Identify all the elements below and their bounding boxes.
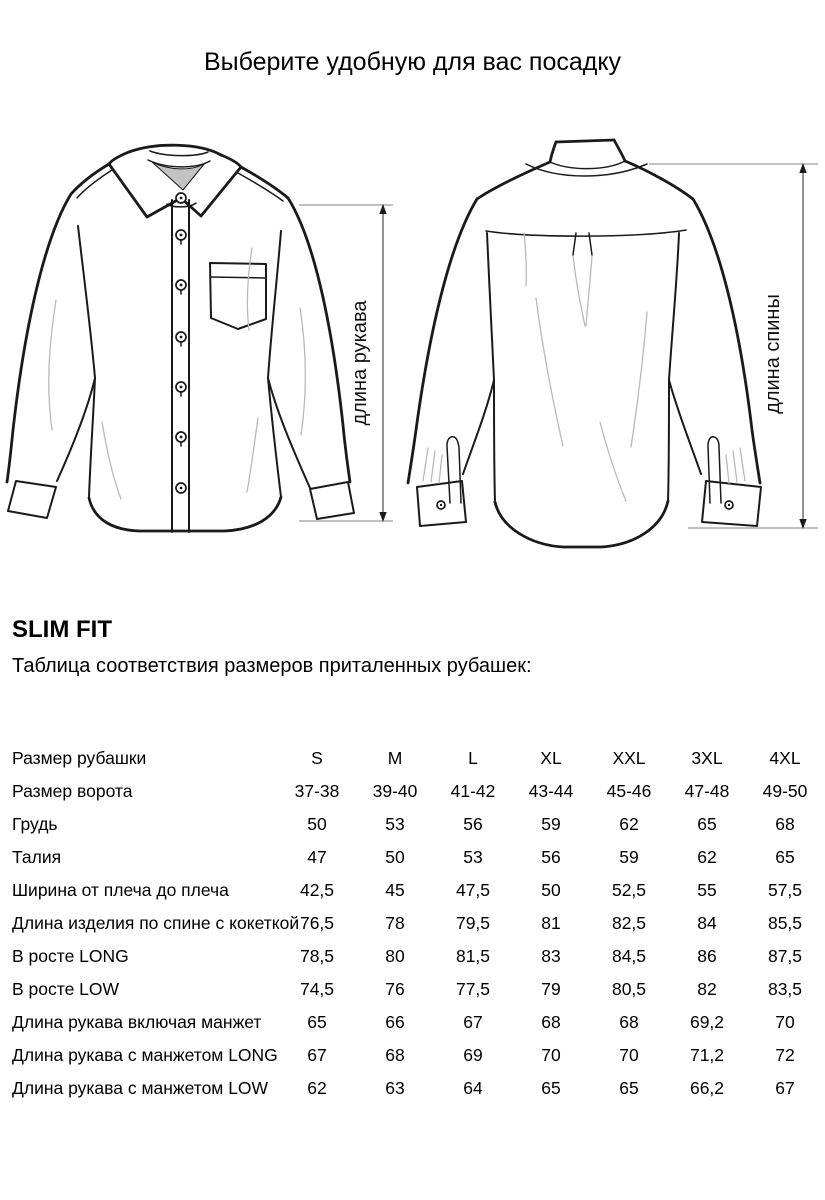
back-length-label: длина спины <box>762 294 784 414</box>
size-cell: 69 <box>463 1045 483 1065</box>
row-label: Грудь <box>12 814 58 834</box>
size-cell: 52,5 <box>611 880 647 900</box>
size-cell: 77,5 <box>455 979 491 999</box>
size-cell: L <box>468 748 478 768</box>
size-cell: 65 <box>775 847 795 867</box>
placket-buttons <box>176 193 186 493</box>
size-cell: 39-40 <box>372 781 418 801</box>
section-heading: SLIM FIT <box>12 616 112 643</box>
row-label: Размер ворота <box>12 781 133 801</box>
size-cell: 50 <box>541 880 561 900</box>
size-cell: 67 <box>307 1045 327 1065</box>
size-cell: 82 <box>697 979 717 999</box>
back-pleat <box>573 233 592 326</box>
table-row <box>12 742 824 775</box>
size-cell: 72 <box>775 1045 795 1065</box>
sleeve-right-front <box>268 198 354 519</box>
size-cell: 49-50 <box>762 781 808 801</box>
table-row <box>12 973 824 1006</box>
sleeve-left-back <box>408 199 494 526</box>
page-title: Выберите удобную для вас посадку <box>203 48 622 76</box>
size-cell: 62 <box>619 814 639 834</box>
size-cell: 47-48 <box>684 781 730 801</box>
size-cell: M <box>387 748 403 768</box>
shirt-front-diagram <box>7 145 354 532</box>
size-cell: 53 <box>385 814 405 834</box>
size-cell: 76,5 <box>299 913 335 933</box>
size-cell: 65 <box>619 1078 639 1098</box>
table-row <box>12 1039 824 1072</box>
table-row <box>12 841 824 874</box>
size-cell: 55 <box>697 880 717 900</box>
size-cell: 50 <box>385 847 405 867</box>
size-cell: 47 <box>307 847 327 867</box>
size-cell: 84,5 <box>611 946 647 966</box>
size-cell: 67 <box>775 1078 795 1098</box>
size-cell: 81 <box>541 913 561 933</box>
size-cell: 82,5 <box>611 913 647 933</box>
size-cell: 84 <box>697 913 717 933</box>
size-cell: 69,2 <box>689 1012 725 1032</box>
row-label: Размер рубашки <box>12 748 147 768</box>
size-cell: 42,5 <box>299 880 335 900</box>
size-cell: 74,5 <box>299 979 335 999</box>
size-cell: 70 <box>775 1012 795 1032</box>
size-cell: 3XL <box>691 748 723 768</box>
sleeve-placket-right <box>708 437 721 503</box>
size-cell: 70 <box>619 1045 639 1065</box>
size-cell: 59 <box>619 847 639 867</box>
size-cell: S <box>311 748 323 768</box>
size-cell: 80 <box>385 946 405 966</box>
size-cell: 53 <box>463 847 483 867</box>
collar-front <box>109 145 241 217</box>
size-cell: 68 <box>619 1012 639 1032</box>
size-cell: 45 <box>385 880 405 900</box>
sleeve-length-label: длина рукава <box>349 300 371 426</box>
size-cell: 66,2 <box>689 1078 725 1098</box>
size-cell: 56 <box>541 847 561 867</box>
size-cell: 65 <box>541 1078 561 1098</box>
collar-back <box>526 140 647 176</box>
size-cell: 70 <box>541 1045 561 1065</box>
row-label: В росте LOW <box>12 979 120 999</box>
size-cell: 59 <box>541 814 561 834</box>
table-row <box>12 808 824 841</box>
back-length-dimension <box>649 163 818 529</box>
size-cell: XXL <box>612 748 646 768</box>
table-row <box>12 940 824 973</box>
size-cell: 87,5 <box>767 946 803 966</box>
shirt-back-diagram <box>408 140 761 547</box>
size-cell: 80,5 <box>611 979 647 999</box>
section-subtitle: Таблица соответствия размеров приталенных рубашек: <box>12 655 532 677</box>
row-label: Длина рукава с манжетом LONG <box>12 1045 278 1065</box>
size-cell: 4XL <box>769 748 801 768</box>
size-cell: 68 <box>541 1012 561 1032</box>
size-cell: 71,2 <box>689 1045 725 1065</box>
size-table <box>12 742 824 1105</box>
row-label: Ширина от плеча до плеча <box>12 880 229 900</box>
sleeve-length-dimension <box>299 204 393 522</box>
size-cell: 66 <box>385 1012 405 1032</box>
size-cell: 67 <box>463 1012 483 1032</box>
size-cell: 79,5 <box>455 913 491 933</box>
table-row <box>12 775 824 808</box>
table-row <box>12 1072 824 1105</box>
row-label: Длина рукава с манжетом LOW <box>12 1078 269 1098</box>
size-cell: 68 <box>385 1045 405 1065</box>
size-cell: 50 <box>307 814 327 834</box>
size-cell: 62 <box>697 847 717 867</box>
size-cell: 76 <box>385 979 405 999</box>
size-cell: 62 <box>307 1078 327 1098</box>
size-cell: 65 <box>697 814 717 834</box>
size-cell: 85,5 <box>767 913 803 933</box>
row-label: В росте LONG <box>12 946 129 966</box>
size-cell: 78 <box>385 913 405 933</box>
chest-pocket <box>210 263 266 329</box>
sleeve-placket-left <box>447 437 461 503</box>
sleeve-right-back <box>669 199 761 526</box>
row-label: Длина изделия по спине с кокеткой <box>12 913 300 933</box>
fold-lines-back <box>524 233 647 501</box>
cuff-left-front <box>8 481 56 518</box>
size-cell: 56 <box>463 814 483 834</box>
size-cell: 68 <box>775 814 795 834</box>
cuff-right-front <box>310 482 354 519</box>
shirt-diagrams <box>0 130 825 575</box>
size-cell: 64 <box>463 1078 483 1098</box>
size-cell: XL <box>540 748 562 768</box>
size-cell: 43-44 <box>528 781 574 801</box>
size-cell: 79 <box>541 979 561 999</box>
sleeve-left-front <box>7 194 95 518</box>
size-cell: 41-42 <box>450 781 496 801</box>
size-cell: 63 <box>385 1078 405 1098</box>
table-row <box>12 907 824 940</box>
row-label: Длина рукава включая манжет <box>12 1012 262 1032</box>
size-cell: 78,5 <box>299 946 335 966</box>
table-row <box>12 1006 824 1039</box>
table-row <box>12 874 824 907</box>
size-cell: 37-38 <box>294 781 340 801</box>
size-cell: 65 <box>307 1012 327 1032</box>
size-cell: 47,5 <box>455 880 491 900</box>
size-cell: 86 <box>697 946 717 966</box>
size-cell: 81,5 <box>455 946 491 966</box>
size-cell: 57,5 <box>767 880 803 900</box>
size-cell: 83 <box>541 946 561 966</box>
size-cell: 83,5 <box>767 979 803 999</box>
row-label: Талия <box>12 847 62 867</box>
size-cell: 45-46 <box>606 781 652 801</box>
